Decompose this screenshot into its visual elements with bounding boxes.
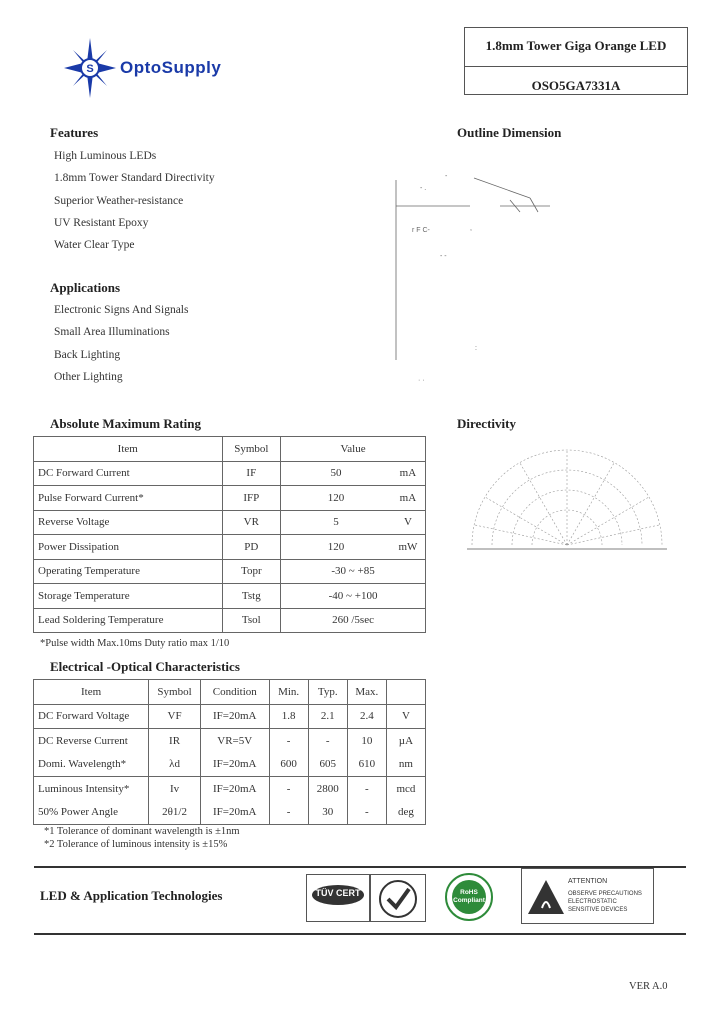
table-row [34, 753, 426, 777]
eo-note-1: *1 Tolerance of dominant wavelength is ±1nm [44, 826, 240, 837]
cell-value: 120 [281, 535, 391, 560]
tuv-text: TÜV CERT [315, 888, 361, 898]
applications-title: Applications [50, 280, 121, 295]
esd-line-2: ELECTROSTATIC [568, 899, 617, 905]
cell-item: Lead Soldering Temperature [34, 608, 223, 633]
cell-condition: IF=20mA [200, 704, 269, 729]
star-logo-icon [58, 36, 128, 100]
list-item: Water Clear Type [54, 239, 135, 252]
features-list [54, 150, 215, 261]
header-box [464, 27, 688, 95]
cell-item: Luminous Intensity* [34, 777, 149, 801]
svg-text:S: S [86, 63, 94, 75]
svg-text:- -: - - [440, 253, 447, 260]
eo-note-2: *2 Tolerance of luminous intensity is ±15% [44, 839, 228, 850]
tuv-badge [306, 874, 370, 922]
cell-unit: mA [391, 486, 426, 511]
cell-value: 260 /5sec [281, 608, 426, 633]
part-number: OSO5GA7331A [531, 78, 621, 93]
footer-divider-bottom [34, 933, 686, 935]
cell-symbol: 2θ1/2 [149, 801, 201, 825]
table-row [34, 559, 426, 584]
tuv-cert-icon [307, 875, 369, 921]
esd-attention: ATTENTION [568, 878, 608, 885]
cell-unit: µA [386, 729, 425, 753]
table-row [34, 584, 426, 609]
cell-unit: mW [391, 535, 426, 560]
cell-min: 1.8 [269, 704, 308, 729]
checkmark-icon [371, 875, 425, 921]
header-value: Value [281, 437, 426, 462]
cell-symbol: Topr [222, 559, 281, 584]
cell-condition: IF=20mA [200, 777, 269, 801]
cell-symbol: Tstg [222, 584, 281, 609]
table-row [34, 704, 426, 729]
cell-item: Operating Temperature [34, 559, 223, 584]
list-item: Superior Weather-resistance [54, 194, 184, 207]
cell-typ: 2800 [308, 777, 347, 801]
cell-max: 10 [347, 729, 386, 753]
features-title: Features [50, 125, 99, 140]
brand-name: OptoSupply [120, 58, 222, 77]
cell-min: - [269, 729, 308, 753]
cell-max: - [347, 777, 386, 801]
table-row [34, 535, 426, 560]
cell-max: 610 [347, 753, 386, 777]
cell-item: Storage Temperature [34, 584, 223, 609]
cell-condition: VR=5V [200, 729, 269, 753]
rohs-text: RoHS Compliant [453, 889, 485, 904]
cell-condition: IF=20mA [200, 753, 269, 777]
list-item: High Luminous LEDs [54, 150, 157, 162]
cell-condition: IF=20mA [200, 801, 269, 825]
list-item: Other Lighting [54, 370, 123, 383]
cell-value: 5 [281, 510, 391, 535]
outline-drawing [390, 160, 590, 390]
cell-item: 50% Power Angle [34, 801, 149, 825]
esd-badge [521, 868, 654, 924]
cell-unit: mA [391, 461, 426, 486]
abs-max-title: Absolute Maximum Rating [50, 416, 201, 431]
cell-symbol: IR [149, 729, 201, 753]
cell-item: Pulse Forward Current* [34, 486, 223, 511]
header-symbol: Symbol [149, 680, 201, 705]
cell-typ: 2.1 [308, 704, 347, 729]
list-item: UV Resistant Epoxy [54, 216, 149, 229]
version: VER A.0 [629, 981, 668, 992]
header-max: Max. [347, 680, 386, 705]
cell-item: Reverse Voltage [34, 510, 223, 535]
cell-symbol: λd [149, 753, 201, 777]
table-row [34, 486, 426, 511]
directivity-diagram [467, 445, 667, 555]
list-item: 1.8mm Tower Standard Directivity [54, 172, 215, 185]
header-item: Item [34, 680, 149, 705]
cell-unit: deg [386, 801, 425, 825]
list-item: Electronic Signs And Signals [54, 304, 189, 316]
cell-max: 2.4 [347, 704, 386, 729]
cell-typ: - [308, 729, 347, 753]
list-item: Small Area Illuminations [54, 326, 170, 339]
list-item: Back Lighting [54, 348, 121, 361]
cell-symbol: PD [222, 535, 281, 560]
cell-max: - [347, 801, 386, 825]
esd-warning-icon [526, 878, 566, 918]
table-row [34, 608, 426, 633]
cell-item: DC Forward Voltage [34, 704, 149, 729]
cell-item: DC Reverse Current [34, 729, 149, 753]
cell-min: 600 [269, 753, 308, 777]
footer-company: LED & Application Technologies [40, 888, 223, 903]
cell-value: -30 ~ +85 [281, 559, 426, 584]
header-item: Item [34, 437, 223, 462]
header-symbol: Symbol [222, 437, 281, 462]
cell-min: - [269, 801, 308, 825]
cell-unit: mcd [386, 777, 425, 801]
svg-text:-: - [445, 173, 448, 180]
cell-symbol: VR [222, 510, 281, 535]
cell-item: DC Forward Current [34, 461, 223, 486]
cell-symbol: Tsol [222, 608, 281, 633]
cell-item: Domi. Wavelength* [34, 753, 149, 777]
esd-line-1: OBSERVE PRECAUTIONS [568, 891, 642, 897]
table-row [34, 729, 426, 753]
cell-unit: V [391, 510, 426, 535]
product-title: 1.8mm Tower Giga Orange LED [485, 38, 667, 53]
cell-value: 50 [281, 461, 391, 486]
cell-unit: nm [386, 753, 425, 777]
logo [58, 36, 273, 100]
eo-table [33, 679, 426, 825]
directivity-title: Directivity [457, 416, 516, 431]
cell-item: Power Dissipation [34, 535, 223, 560]
applications-list [54, 304, 188, 393]
outline-title: Outline Dimension [457, 125, 562, 140]
cell-min: - [269, 777, 308, 801]
cell-symbol: Iv [149, 777, 201, 801]
svg-text:,: , [470, 225, 472, 232]
table-row [34, 777, 426, 801]
cell-value: 120 [281, 486, 391, 511]
cell-typ: 30 [308, 801, 347, 825]
eo-title: Electrical -Optical Characteristics [50, 659, 240, 674]
table-header-row [34, 437, 426, 462]
cell-typ: 605 [308, 753, 347, 777]
table-row [34, 461, 426, 486]
header-min: Min. [269, 680, 308, 705]
svg-text:r F C-: r F C- [412, 227, 430, 234]
header-unit [386, 680, 425, 705]
cell-value: -40 ~ +100 [281, 584, 426, 609]
table-row [34, 801, 426, 825]
table-row [34, 510, 426, 535]
cell-symbol: IF [222, 461, 281, 486]
cell-unit: V [386, 704, 425, 729]
abs-max-table [33, 436, 426, 633]
compliant-badge [370, 874, 426, 922]
header-condition: Condition [200, 680, 269, 705]
header-typ: Typ. [308, 680, 347, 705]
cell-symbol: VF [149, 704, 201, 729]
svg-text:· ·: · · [418, 377, 425, 384]
abs-max-note: *Pulse width Max.10ms Duty ratio max 1/10 [40, 638, 230, 649]
esd-line-3: SENSITIVE DEVICES [568, 907, 628, 913]
cell-symbol: IFP [222, 486, 281, 511]
svg-text::: : [475, 345, 477, 352]
svg-text:- .: - . [420, 185, 427, 192]
rohs-badge [432, 872, 506, 922]
table-header-row [34, 680, 426, 705]
